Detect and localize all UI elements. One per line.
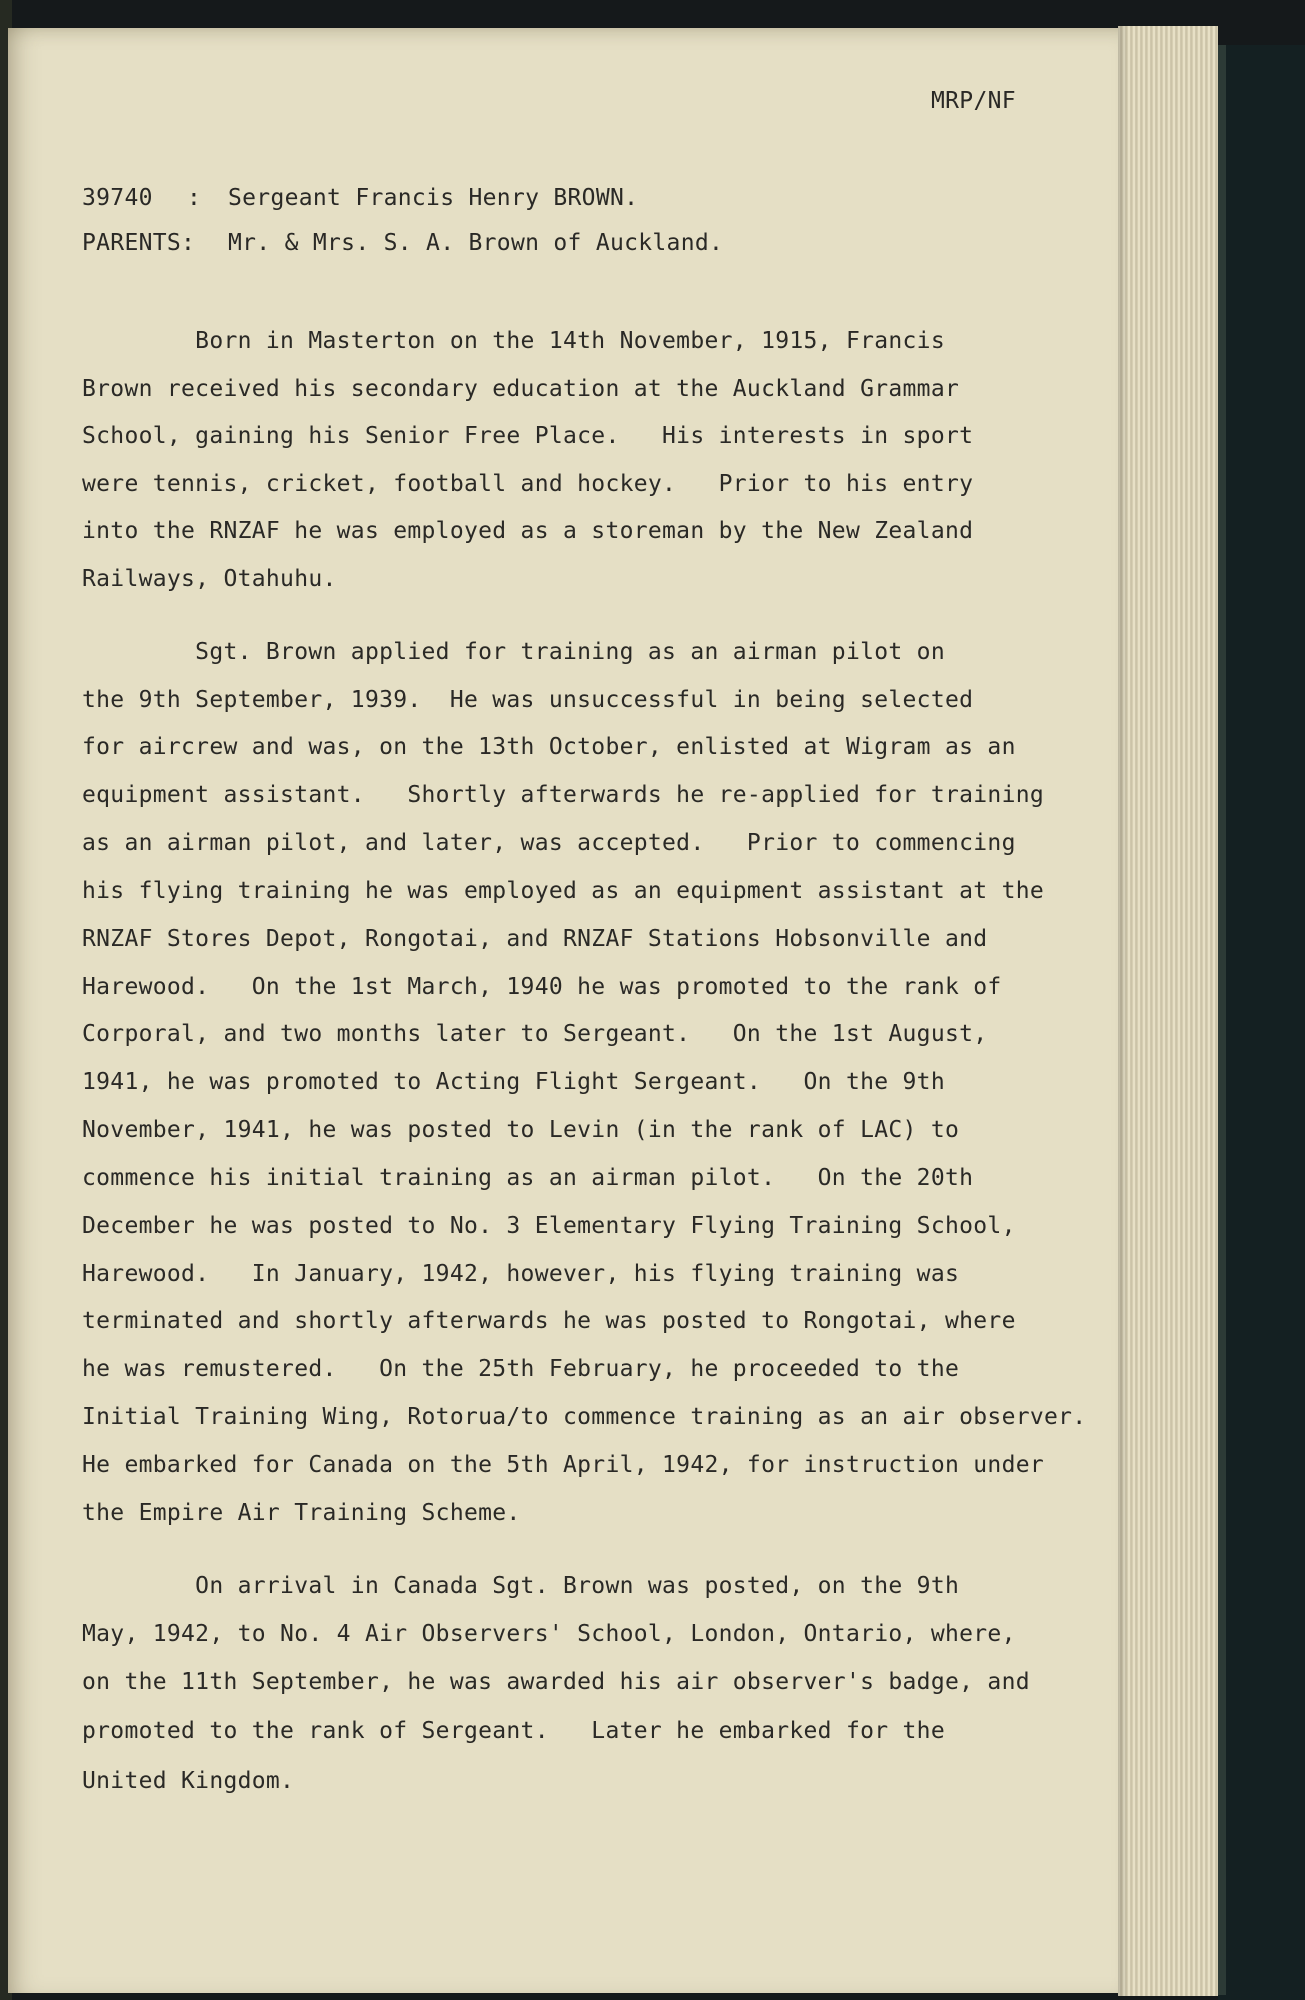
paragraph-3-line: on the 11th September, he was awarded his air observer's badge, and (82, 1669, 1030, 1695)
paragraph-2-line: his flying training he was employed as an equipment assistant at the (82, 878, 1045, 904)
paragraph-1-line: School, gaining his Senior Free Place. His interests in sport (82, 423, 974, 449)
paragraph-1-line: into the RNZAF he was employed as a storeman by the New Zealand (82, 518, 974, 544)
paragraph-1-line: Brown received his secondary education at the Auckland Grammar (82, 376, 960, 402)
paragraph-2-line: Initial Training Wing, Rotorua/to commence training as an air observer. (82, 1404, 1087, 1430)
paragraph-2-line: 1941, he was promoted to Acting Flight Sergeant. On the 9th (82, 1069, 945, 1095)
paragraph-2-line: Corporal, and two months later to Sergeant. On the 1st August, (82, 1021, 988, 1047)
reference-code: MRP/NF (931, 88, 1016, 114)
document-page (8, 28, 1123, 1993)
book-cover (1218, 45, 1305, 2000)
paragraph-2-line: the 9th September, 1939. He was unsuccessful in being selected (82, 687, 974, 713)
service-number-colon: : (187, 185, 202, 211)
paragraph-1-line: were tennis, cricket, football and hockey. Prior to his entry (82, 471, 974, 497)
paragraph-2-line: Sgt. Brown applied for training as an airman pilot on (82, 639, 945, 665)
paragraph-2-line: Harewood. In January, 1942, however, his flying training was (82, 1261, 960, 1287)
paragraph-1-line: Railways, Otahuhu. (82, 566, 337, 592)
book-page-edges (1118, 26, 1218, 1996)
paragraph-2-line: terminated and shortly afterwards he was posted to Rongotai, where (82, 1308, 1016, 1334)
paragraph-3-line: United Kingdom. (82, 1768, 295, 1794)
paragraph-2-line: Harewood. On the 1st March, 1940 he was promoted to the rank of (82, 974, 1002, 1000)
service-number: 39740 (82, 185, 153, 211)
paragraph-2-line: November, 1941, he was posted to Levin (in the rank of LAC) to (82, 1117, 960, 1143)
paragraph-2-line: as an airman pilot, and later, was accepted. Prior to commencing (82, 830, 1016, 856)
paragraph-2-line: RNZAF Stores Depot, Rongotai, and RNZAF Stations Hobsonville and (82, 926, 988, 952)
paragraph-2-line: for aircrew and was, on the 13th October, enlisted at Wigram as an (82, 734, 1016, 760)
paragraph-2-line: He embarked for Canada on the 5th April, 1942, for instruction under (82, 1452, 1045, 1478)
paragraph-2-line: commence his initial training as an airman pilot. On the 20th (82, 1165, 974, 1191)
paragraph-3-line: promoted to the rank of Sergeant. Later he embarked for the (82, 1718, 945, 1744)
paragraph-3-line: May, 1942, to No. 4 Air Observers' School, London, Ontario, where, (82, 1621, 1016, 1647)
parents-text: Mr. & Mrs. S. A. Brown of Auckland. (228, 230, 724, 256)
airman-name: Sergeant Francis Henry BROWN. (228, 185, 639, 211)
book-cover-edge (1218, 45, 1226, 1995)
paragraph-3-line: On arrival in Canada Sgt. Brown was posted, on the 9th (82, 1573, 960, 1599)
paragraph-2-line: equipment assistant. Shortly afterwards he re-applied for training (82, 782, 1045, 808)
paragraph-2-line: he was remustered. On the 25th February, he proceeded to the (82, 1356, 960, 1382)
parents-label: PARENTS: (82, 230, 196, 256)
paragraph-1-line: Born in Masterton on the 14th November, 1915, Francis (82, 328, 945, 354)
paragraph-2-line: the Empire Air Training Scheme. (82, 1500, 521, 1526)
paragraph-2-line: December he was posted to No. 3 Elementary Flying Training School, (82, 1213, 1016, 1239)
